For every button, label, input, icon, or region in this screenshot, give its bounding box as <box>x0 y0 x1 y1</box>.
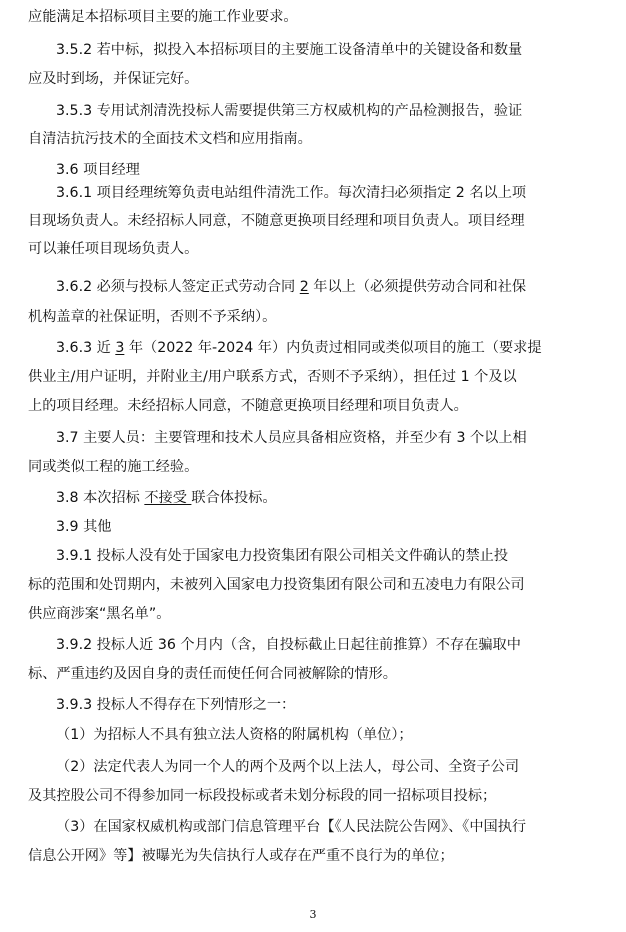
list-item: （2）法定代表人为同一个人的两个及两个以上法人，母公司、全资子公司 <box>56 759 520 775</box>
list-item: （3）在国家权威机构或部门信息管理平台【《人民法院公告网》、《中国执行 <box>56 819 527 835</box>
text-line: 3.5.2 若中标，拟投入本招标项目的主要施工设备清单中的关键设备和数量 <box>56 42 523 58</box>
text-line: 标的范围和处罚期内，未被列入国家电力投资集团有限公司和五凌电力有限公司 <box>28 577 525 593</box>
text-line: 3.6.1 项目经理统筹负责电站组件清洗工作。每次清扫必须指定 2 名以上项 <box>56 185 527 201</box>
text-line: 信息公开网》等】被曝光为失信执行人或存在严重不良行为的单位； <box>28 848 454 864</box>
text-segment: 联合体投标。 <box>191 490 277 506</box>
text-line: 自清洁抗污技术的全面技术文档和应用指南。 <box>28 131 312 147</box>
text-line <box>56 487 626 509</box>
text-line <box>56 337 626 359</box>
text-segment: 3.6.3 近 <box>56 340 116 356</box>
text-line: 供业主/用户证明，并附业主/用户联系方式，否则不予采纳），担任过 1 个及以 <box>28 369 517 385</box>
text-line: 应能满足本招标项目主要的施工作业要求。 <box>28 9 298 25</box>
underlined-value: 3 <box>115 340 125 356</box>
section-heading: 3.6 项目经理 <box>56 162 140 178</box>
underlined-value: 不接受 <box>144 490 192 506</box>
list-item: （1）为招标人不具有独立法人资格的附属机构（单位）； <box>56 727 413 743</box>
text-line: 供应商涉案“黑名单”。 <box>28 606 171 622</box>
text-line: 上的项目经理。未经招标人同意，不随意更换项目经理和项目负责人。 <box>28 398 468 414</box>
text-line: 3.5.3 专用试剂清洗投标人需要提供第三方权威机构的产品检测报告，验证 <box>56 103 523 119</box>
text-line: 3.9.1 投标人没有处于国家电力投资集团有限公司相关文件确认的禁止投 <box>56 548 509 564</box>
text-segment: 3.8 本次招标 <box>56 490 145 506</box>
text-segment: 年以上（必须提供劳动合同和社保 <box>308 279 527 295</box>
underlined-value: 2 <box>299 279 309 295</box>
text-line: 应及时到场，并保证完好。 <box>28 71 199 87</box>
text-line: 同或类似工程的施工经验。 <box>28 459 199 475</box>
text-line: 可以兼任项目现场负责人。 <box>28 241 199 257</box>
text-segment: 年（2022 年-2024 年）内负责过相同或类似项目的施工（要求提 <box>124 340 542 356</box>
page-number: 3 <box>309 908 317 921</box>
text-line: 机构盖章的社保证明，否则不予采纳）。 <box>28 309 277 325</box>
text-line: 3.9.3 投标人不得存在下列情形之一： <box>56 697 296 713</box>
text-line: 标、严重违约及因自身的责任而使任何合同被解除的情形。 <box>28 666 397 682</box>
text-line: 目现场负责人。未经招标人同意，不随意更换项目经理和项目负责人。项目经理 <box>28 213 525 229</box>
text-line: 3.7 主要人员：主要管理和技术人员应具备相应资格，并至少有 3 个以上相 <box>56 430 527 446</box>
section-heading: 3.9 其他 <box>56 519 112 535</box>
text-line <box>56 276 626 298</box>
text-line: 3.9.2 投标人近 36 个月内（含，自投标截止日起往前推算）不存在骗取中 <box>56 637 521 653</box>
text-line: 及其控股公司不得参加同一标段投标或者未划分标段的同一招标项目投标； <box>28 788 497 804</box>
text-segment: 3.6.2 必须与投标人签定正式劳动合同 <box>56 279 300 295</box>
